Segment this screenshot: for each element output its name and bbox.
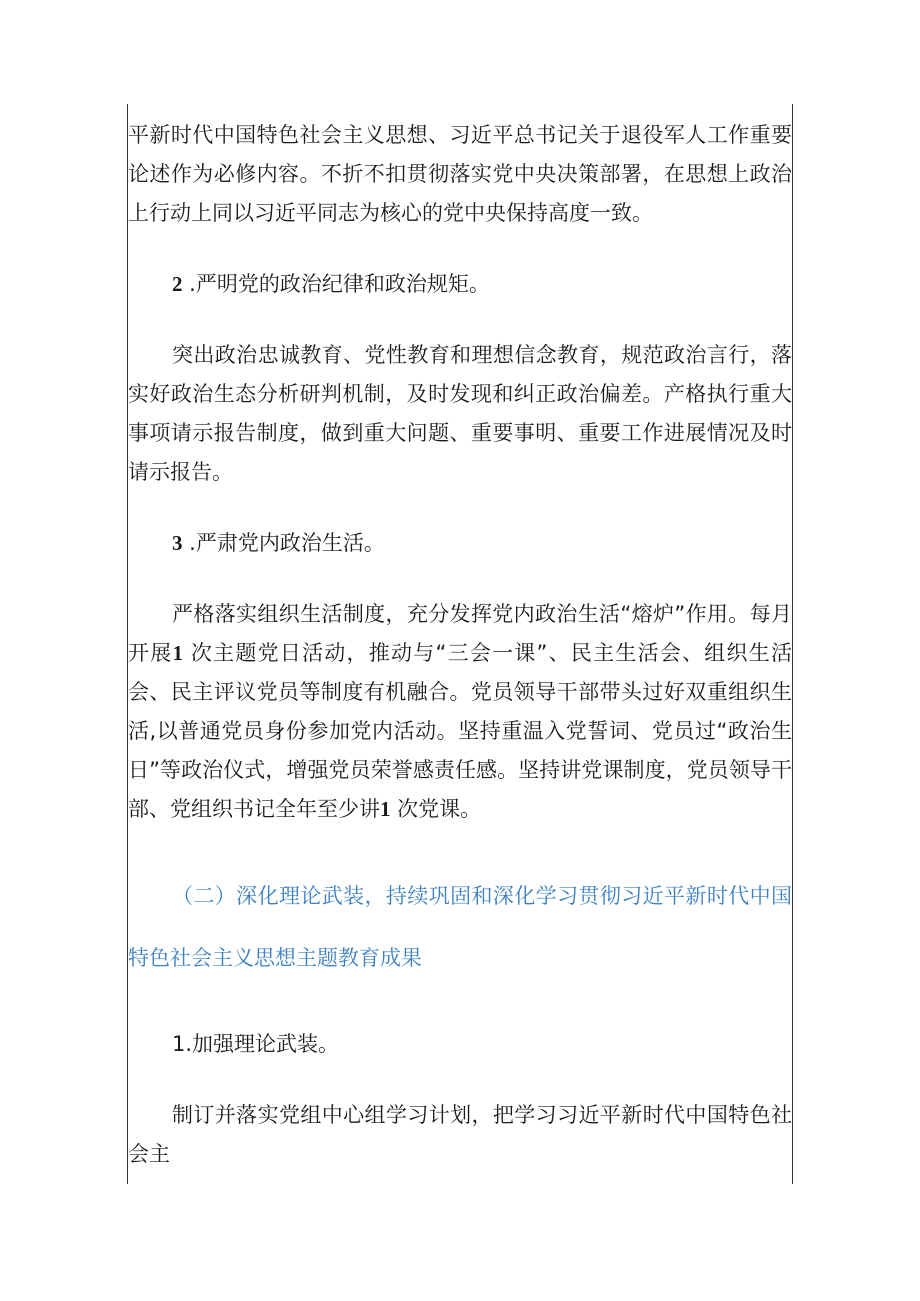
paragraph-text: 严格落实组织生活制度，充分发挥党内政治生活“熔炉”作用。每月开展	[128, 602, 792, 665]
document-body	[128, 116, 792, 1174]
item-title: .严肃党内政治生活。	[182, 531, 385, 555]
paragraph-political-life	[128, 595, 792, 829]
paragraph-study-plan: 制订并落实党组中心组学习计划，把学习习近平新时代中国特色社会主	[128, 1103, 792, 1166]
paragraph-text: 次主题党日活动，推动与“三会一课”、民主生活会、组织生活会、民主评议党员等制度有机融合。党员领导干部带头过好双重组织生活,以普通党员身份参加党内活动。坚持重温入党誓词、党员过“政治生日”等政治仪式，增强党员荣誉感责任感。坚持讲党课制度，党员领导干部、党组织书记全年至少讲	[128, 641, 793, 821]
inline-number: 1	[380, 797, 391, 821]
right-border-line	[792, 104, 793, 1184]
section-heading-2: （二）深化理论武装，持续巩固和深化学习贯彻习近平新时代中国特色社会主义思想主题教育成果	[128, 884, 792, 970]
paragraph-continued: 平新时代中国特色社会主义思想、习近平总书记关于退役军人工作重要论述作为必修内容。不折不扣贯彻落实党中央决策部署，在思想上政治上行动上同以习近平同志为核心的党中央保持高度一致。	[128, 123, 792, 225]
inline-number: 1	[172, 641, 183, 665]
item-heading-2	[128, 265, 792, 304]
item-heading-3	[128, 524, 792, 563]
item-number: 2	[172, 272, 183, 296]
item-number: 3	[172, 531, 183, 555]
item-title: .严明党的政治纪律和政治规矩。	[182, 272, 490, 296]
item-heading-strengthen-theory: 1.加强理论武装。	[172, 1032, 340, 1056]
paragraph-political-discipline: 突出政治忠诚教育、党性教育和理想信念教育，规范政治言行，落实好政治生态分析研判机制，及时发现和纠正政治偏差。产格执行重大事项请示报告制度，做到重大问题、重要事明、重要工作进展情况及时请示报告。	[128, 343, 792, 484]
paragraph-text: 次党课。	[390, 797, 482, 821]
